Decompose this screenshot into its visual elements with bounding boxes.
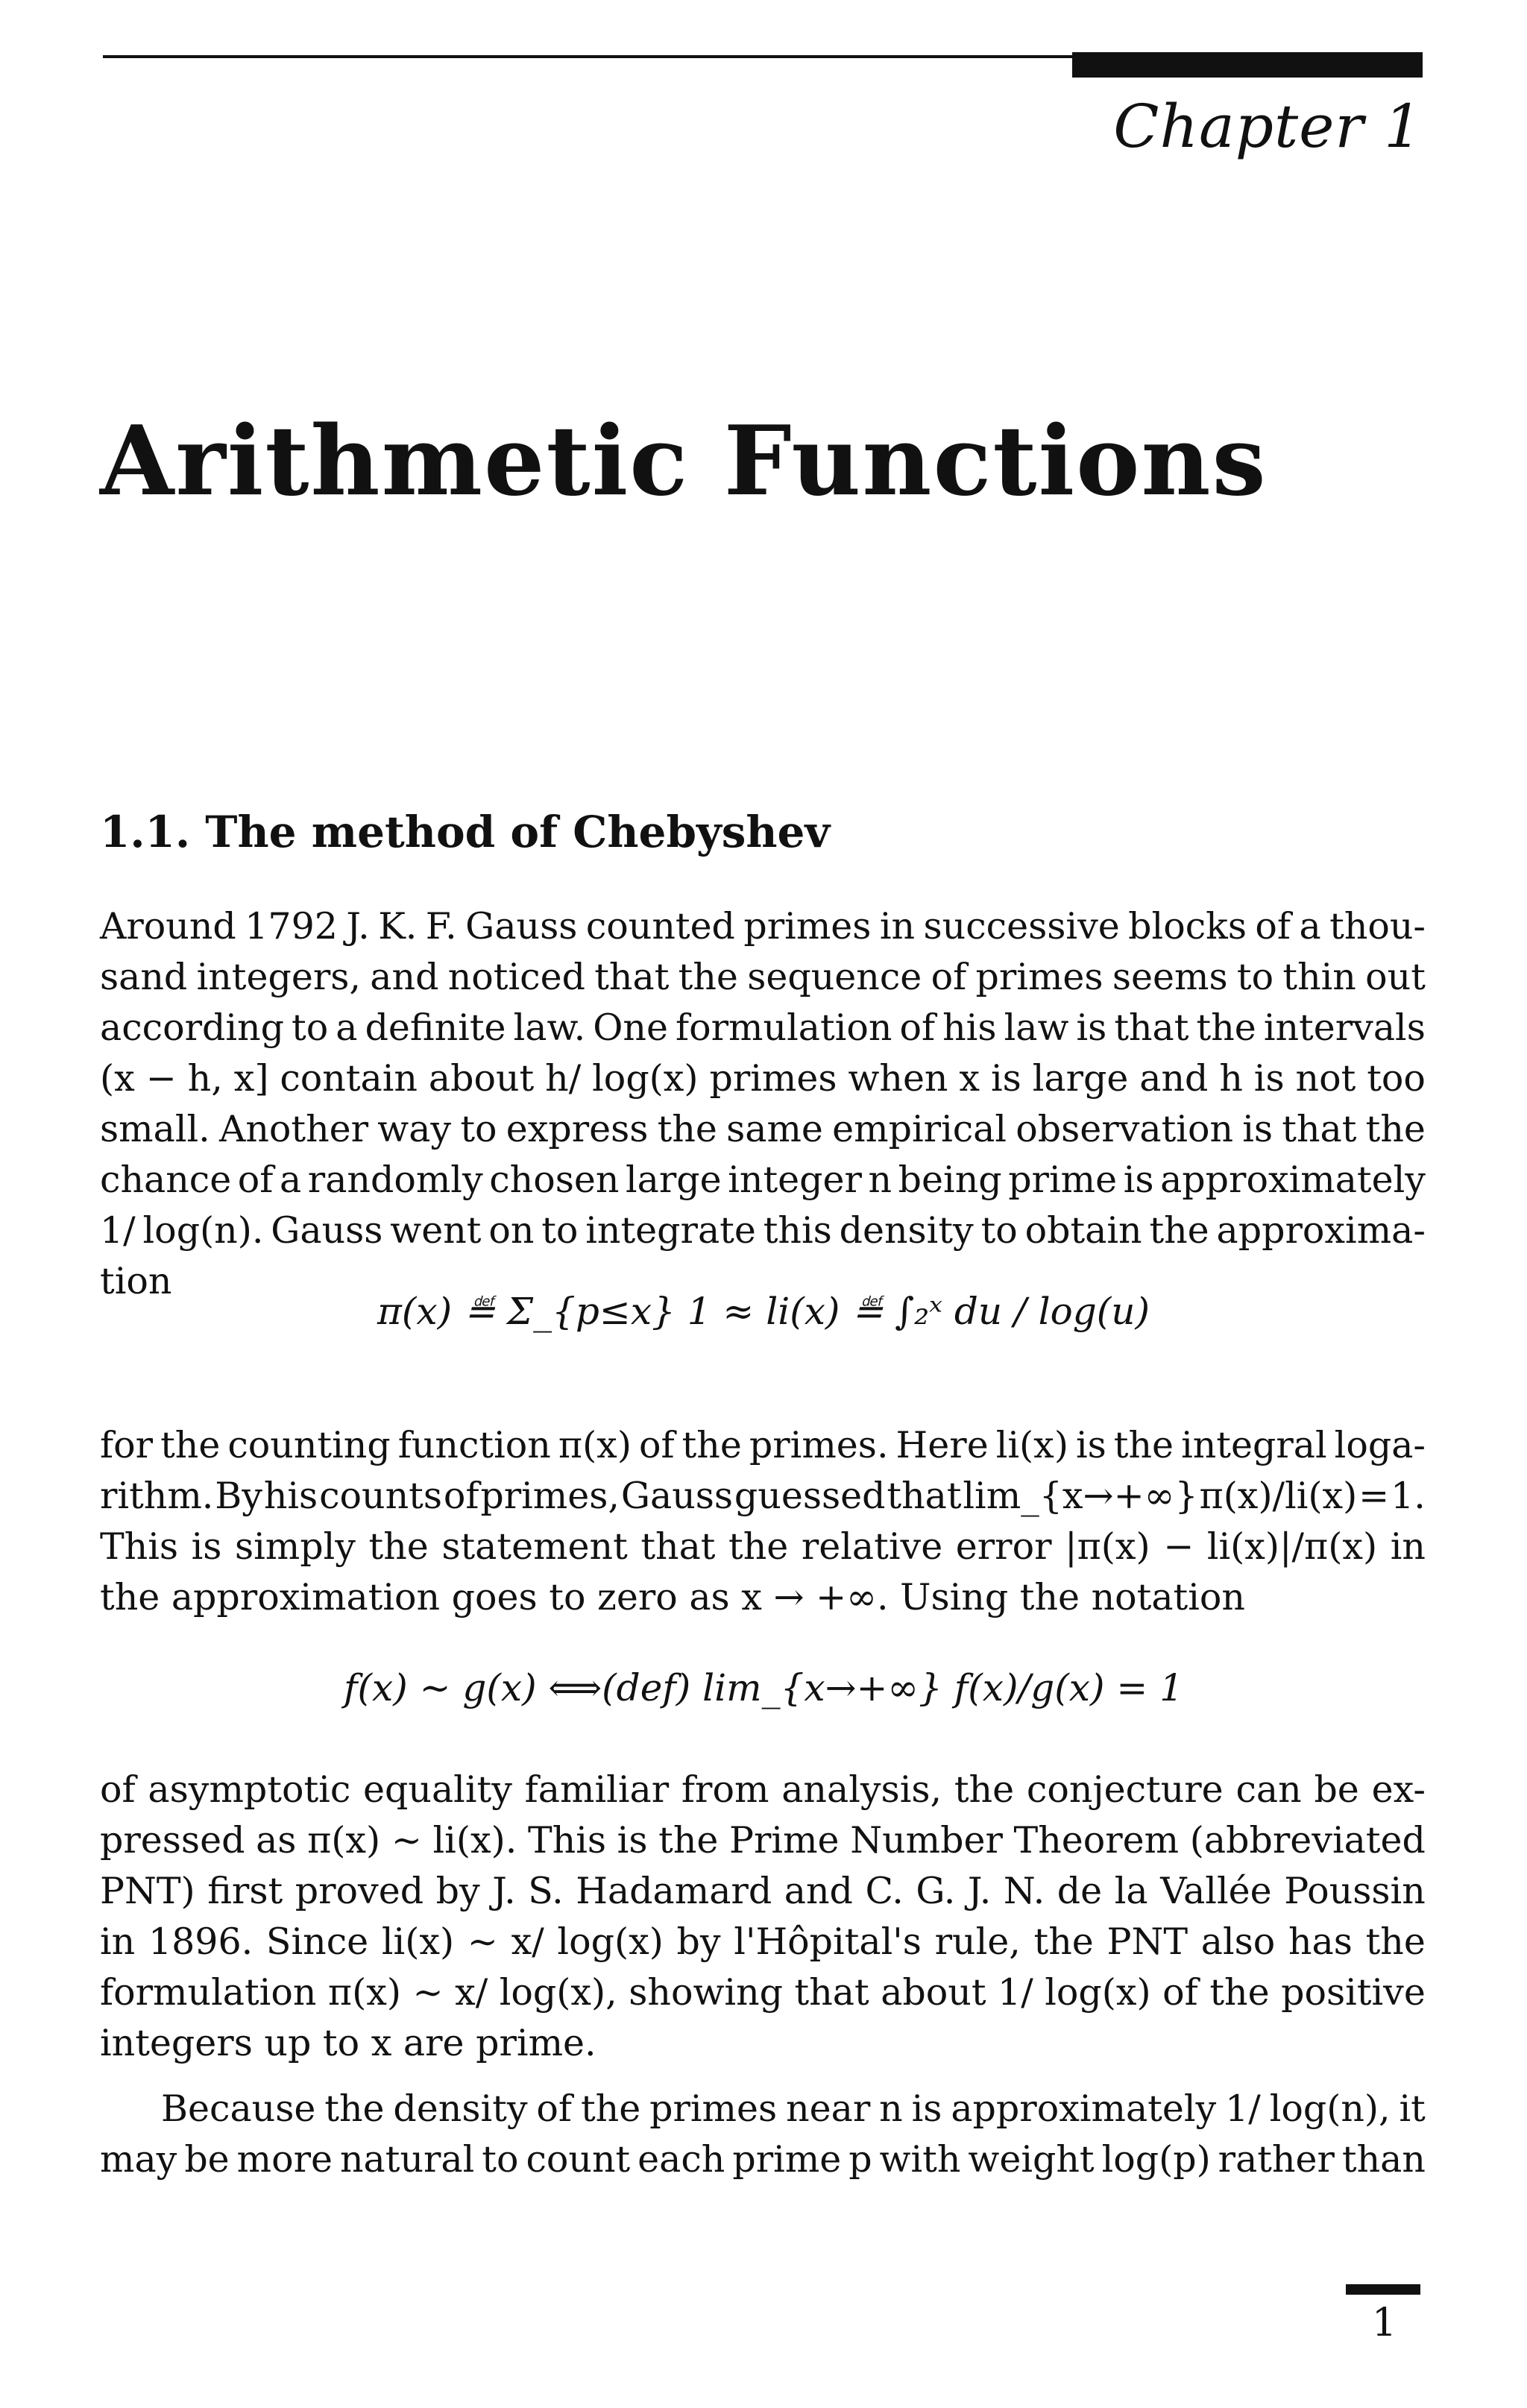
- text-line: in 1896. Since li(x) ∼ x/ log(x) by l'Hôpital's rule, the PNT also has the: [100, 1920, 1426, 1963]
- paragraph-1: [100, 901, 1426, 1307]
- paragraph-3: [100, 1765, 1426, 2069]
- text-line: PNT) first proved by J. S. Hadamard and C. G. J. N. de la Vallée Poussin: [100, 1870, 1426, 1912]
- text-line: the approximation goes to zero as x → +∞. Using the notation: [100, 1576, 1245, 1619]
- folio-rule: [1346, 2284, 1420, 2295]
- text-line: sand integers, and noticed that the sequence of primes seems to thin out: [100, 956, 1426, 998]
- chapter-title: Arithmetic Functions: [100, 406, 1268, 517]
- page-number: 1: [1372, 2301, 1397, 2345]
- section-heading: 1.1. The method of Chebyshev: [100, 807, 831, 857]
- text-line: according to a definite law. One formulation of his law is that the intervals: [100, 1006, 1426, 1049]
- chapter-label: Chapter 1: [1113, 92, 1423, 161]
- text-line: rithm. By his counts of primes, Gauss guessed that lim_{x→+∞} π(x)/li(x) = 1.: [100, 1475, 1426, 1517]
- header-rule-bar: [1072, 52, 1423, 78]
- text-line: integers up to x are prime.: [100, 2022, 596, 2064]
- text-line: This is simply the statement that the relative error |π(x) − li(x)|/π(x) in: [100, 1525, 1426, 1568]
- text-line: may be more natural to count each prime p with weight log(p) rather than: [100, 2138, 1426, 2181]
- paragraph-2: [100, 1420, 1426, 1623]
- text-line: 1/ log(n). Gauss went on to integrate this density to obtain the approxima-: [100, 1209, 1426, 1252]
- paragraph-4: [100, 2084, 1426, 2185]
- text-line: for the counting function π(x) of the primes. Here li(x) is the integral loga-: [100, 1424, 1426, 1466]
- text-line: formulation π(x) ∼ x/ log(x), showing that about 1/ log(x) of the positive: [100, 1971, 1426, 2014]
- text-line: pressed as π(x) ∼ li(x). This is the Prime Number Theorem (abbreviated: [100, 1819, 1426, 1862]
- text-line: of asymptotic equality familiar from analysis, the conjecture can be ex-: [100, 1768, 1426, 1811]
- text-line: Around 1792 J. K. F. Gauss counted primes in successive blocks of a thou-: [100, 905, 1426, 948]
- text-line: chance of a randomly chosen large integer n being prime is approximately: [100, 1159, 1426, 1201]
- text-line: small. Another way to express the same empirical observation is that the: [100, 1108, 1426, 1150]
- display-equation-2: f(x) ∼ g(x) ⟺(def) lim_{x→+∞} f(x)/g(x) = 1: [343, 1666, 1184, 1709]
- text-line: tion: [100, 1260, 172, 1302]
- text-line: Because the density of the primes near n is approximately 1/ log(n), it: [161, 2087, 1426, 2130]
- display-equation-1: π(x) ≝ Σ_{p≤x} 1 ≈ li(x) ≝ ∫₂ˣ du / log(u): [377, 1290, 1150, 1333]
- text-line: (x − h, x] contain about h/ log(x) primes when x is large and h is not too: [100, 1057, 1426, 1100]
